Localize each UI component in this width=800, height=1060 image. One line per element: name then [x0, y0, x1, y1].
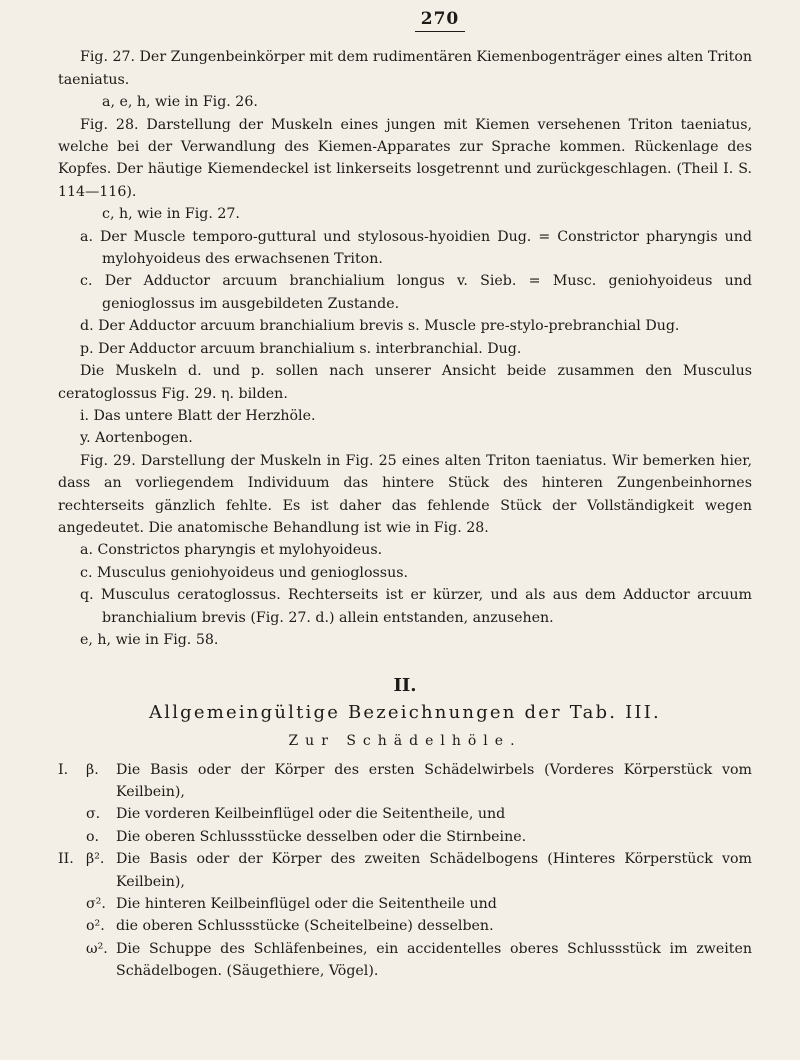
- fig29-caption: Fig. 29. Darstellung der Muskeln in Fig. 25 eines alten Triton taeniatus. Wir bemerken hier, dass an vorliegendem Individuum das hintere Stück des hinteren Zungenbeinhornes rechterseits gänzlich fehlte. Es ist daher das fehlende Stück der Vollständigkeit wegen angedeutet. Die anatomische Behandlung ist wie in Fig. 28.: [58, 452, 752, 536]
- fig28-note: Die Muskeln d. und p. sollen nach unserer Ansicht beide zusammen den Musculus ceratoglossus Fig. 29. η. bilden.: [58, 363, 752, 402]
- designation-list: [58, 759, 752, 983]
- fig28-legend-c: c. Der Adductor arcuum branchialium longus v. Sieb. = Musc. geniohyoideus und genioglossus im ausgebildeten Zustande.: [80, 273, 752, 312]
- page-number: 270: [58, 8, 752, 32]
- section-subtitle: Zur Schädelhöle.: [288, 733, 522, 750]
- list-item: I. β. Die Basis oder der Körper des ersten Schädelwirbels (Vorderes Körperstück vom Keilbein),: [58, 761, 752, 800]
- list-item: ο². die oberen Schlussstücke (Scheitelbeine) desselben.: [86, 918, 494, 935]
- list-item: II. β². Die Basis oder der Körper des zweiten Schädelbogens (Hinteres Körperstück vom Keilbein),: [58, 851, 752, 890]
- fig28-caption: Fig. 28. Darstellung der Muskeln eines jungen mit Kiemen versehenen Triton taeniatus, welche bei der Verwandlung des Kiemen-Apparates zur Sprache kommen. Rückenlage des Kopfes. Der häutige Kiemendeckel ist linkerseits losgetrennt und zurückgeschlagen. (Theil I. S. 114—116).: [58, 116, 752, 200]
- list-item: ο. Die oberen Schlussstücke desselben oder die Stirnbeine.: [86, 828, 527, 845]
- list-item: σ². Die hinteren Keilbeinflügel oder die Seitentheile und: [86, 896, 497, 913]
- fig27-legend: a, e, h, wie in Fig. 26.: [102, 94, 258, 111]
- fig27-caption: Fig. 27. Der Zungenbeinkörper mit dem rudimentären Kiemenbogenträger eines alten Triton taeniatus.: [58, 49, 752, 88]
- fig28-legend-d: d. Der Adductor arcuum branchialium brevis s. Muscle pre-stylo-prebranchial Dug.: [80, 318, 680, 335]
- section-title: Allgemeingültige Bezeichnungen der Tab. III.: [149, 701, 661, 723]
- fig29-legend-eh: e, h, wie in Fig. 58.: [80, 631, 219, 648]
- list-item: σ. Die vorderen Keilbeinflügel oder die Seitentheile, und: [86, 806, 506, 823]
- fig29-legend-c: c. Musculus geniohyoideus und genioglossus.: [80, 564, 409, 581]
- list-item: ω². Die Schuppe des Schläfenbeines, ein accidentelles oberes Schlussstück im zweiten Schädelbogen. (Säugethiere, Vögel).: [86, 940, 752, 980]
- fig28-legend-a: a. Der Muscle temporo-guttural und stylosous-hyoidien Dug. = Constrictor pharyngis und mylohyoideus des erwachsenen Triton.: [80, 228, 752, 268]
- fig29-legend-q: q. Musculus ceratoglossus. Rechterseits ist er kürzer, und als aus dem Adductor arcuum branchialium brevis (Fig. 27. d.) allein entstanden, anzusehen.: [80, 587, 752, 626]
- fig28-legend-ch: c, h, wie in Fig. 27.: [102, 206, 240, 223]
- section-number: II.: [393, 675, 417, 697]
- fig29-legend-a: a. Constrictos pharyngis et mylohyoideus.: [80, 542, 383, 559]
- fig28-legend-y: y. Aortenbogen.: [80, 430, 193, 447]
- fig28-legend-i: i. Das untere Blatt der Herzhöle.: [80, 407, 316, 424]
- fig28-legend-p: p. Der Adductor arcuum branchialium s. interbranchial. Dug.: [80, 340, 522, 357]
